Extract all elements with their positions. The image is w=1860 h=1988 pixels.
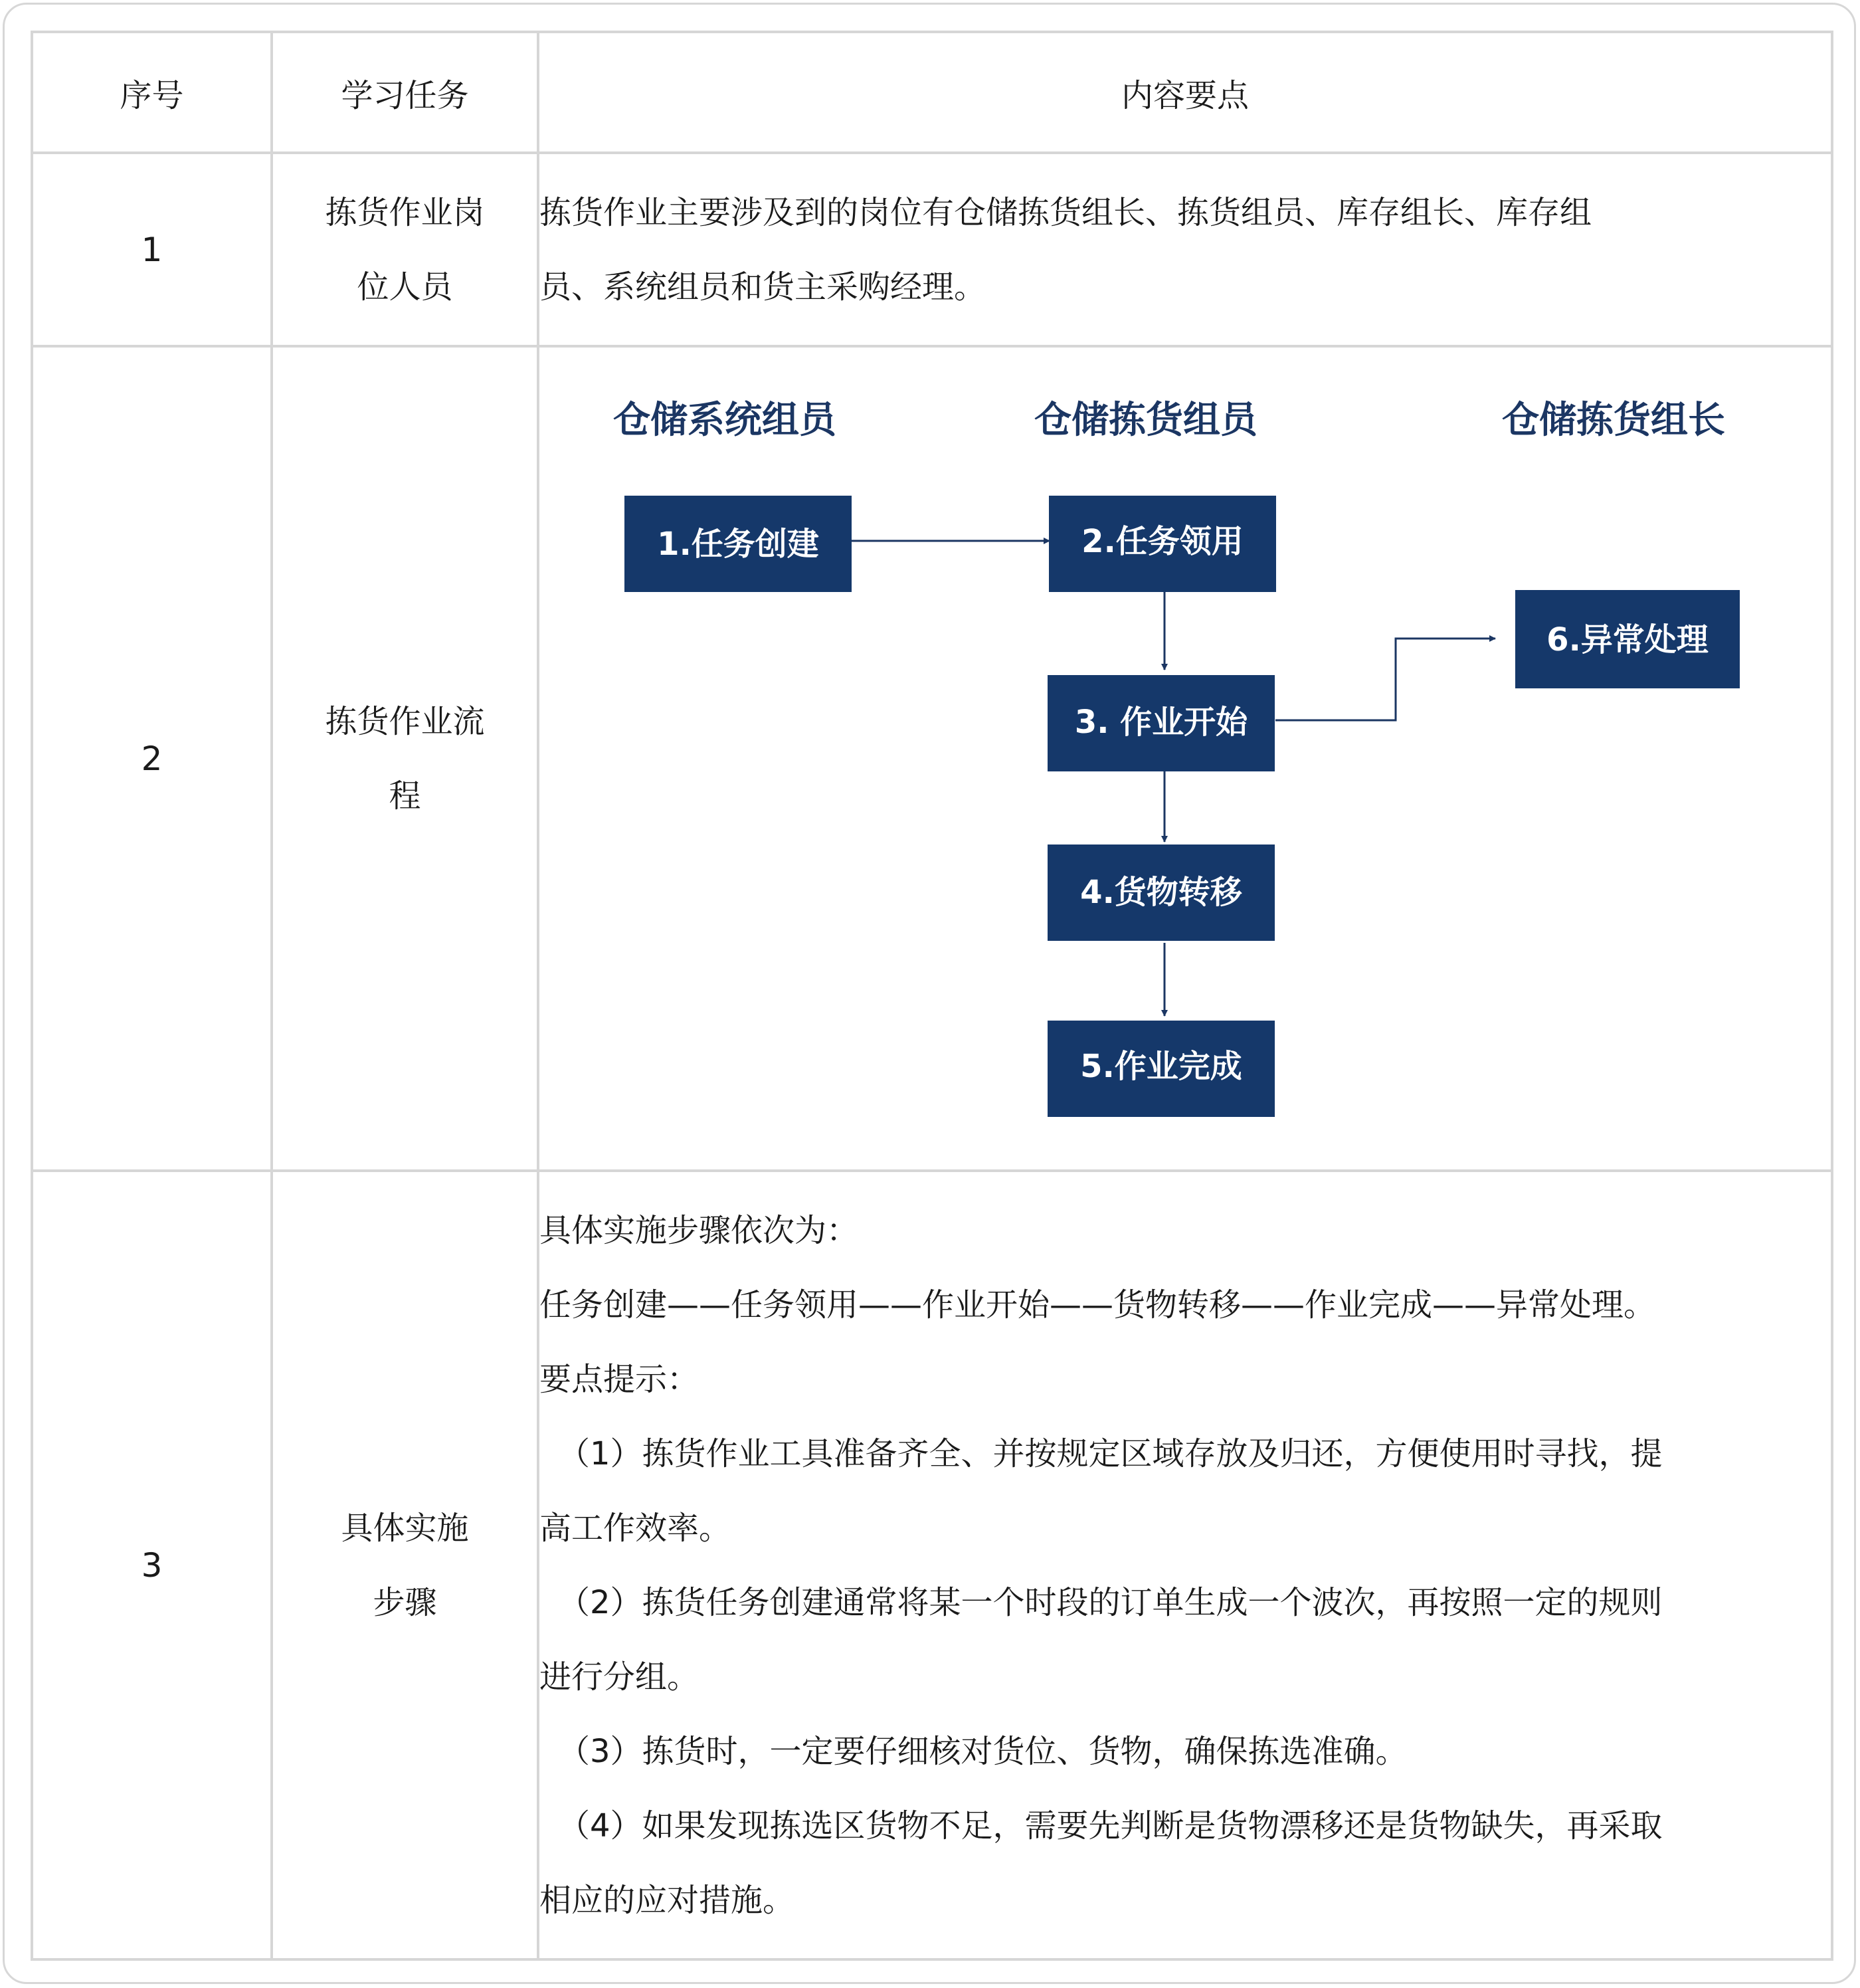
header-content: 内容要点 (538, 32, 1832, 153)
row-task (272, 346, 538, 1171)
picking-flowchart (539, 349, 1828, 1168)
content-line: 拣货作业主要涉及到的岗位有仓储拣货组长、拣货组员、库存组长、库存组 (539, 193, 1592, 231)
content-line: 相应的应对措施。 (539, 1881, 795, 1919)
lane-system-member: 仓储系统组员 (613, 399, 836, 442)
row-content (538, 153, 1832, 346)
step-label: 1.任务创建 (657, 526, 819, 563)
content-line: 任务创建——任务领用——作业开始——货物转移——作业完成——异常处理。 (539, 1286, 1656, 1324)
content-line: 要点提示： (539, 1360, 699, 1398)
content-line: 具体实施步骤依次为： (539, 1211, 859, 1249)
step-label: 4.货物转移 (1080, 874, 1242, 911)
row-task (272, 153, 538, 346)
header-serial: 序号 (32, 32, 272, 153)
content-line: 员、系统组员和货主采购经理。 (539, 268, 986, 306)
lane-picking-member: 仓储拣货组员 (1034, 399, 1257, 442)
learning-task-table (31, 31, 1833, 1961)
content-line: 高工作效率。 (539, 1509, 731, 1547)
content-line: 进行分组。 (539, 1658, 699, 1696)
step-label: 5.作业完成 (1080, 1048, 1242, 1085)
step-label: 3. 作业开始 (1074, 704, 1248, 741)
row-task (272, 1171, 538, 1959)
content-line: （2）拣货任务创建通常将某一个时段的订单生成一个波次，再按照一定的规则 (558, 1583, 1663, 1621)
task-line: 步骤 (373, 1583, 437, 1621)
step-label: 6.异常处理 (1546, 621, 1709, 658)
lane-picking-leader: 仓储拣货组长 (1502, 399, 1725, 442)
connector-3-6 (1275, 639, 1495, 720)
task-line: 拣货作业流 (325, 702, 485, 740)
content-line: （3）拣货时，一定要仔细核对货位、货物，确保拣选准确。 (558, 1732, 1408, 1770)
header-row (32, 32, 1832, 153)
step-label: 2.任务领用 (1081, 523, 1244, 560)
task-line: 位人员 (357, 268, 453, 306)
row-number: 1 (32, 153, 272, 346)
header-task: 学习任务 (272, 32, 538, 153)
task-line: 具体实施 (341, 1509, 469, 1547)
row-number: 2 (32, 346, 272, 1171)
content-line: （4）如果发现拣选区货物不足，需要先判断是货物漂移还是货物缺失，再采取 (558, 1807, 1663, 1844)
table-row (32, 1171, 1832, 1959)
row-content-flowchart (538, 346, 1832, 1171)
content-line: （1）拣货作业工具准备齐全、并按规定区域存放及归还，方便使用时寻找，提 (558, 1435, 1663, 1472)
table-row (32, 153, 1832, 346)
task-line: 拣货作业岗 (325, 193, 485, 231)
task-line: 程 (389, 777, 421, 815)
row-content (538, 1171, 1832, 1959)
row-number: 3 (32, 1171, 272, 1959)
table-row (32, 346, 1832, 1171)
